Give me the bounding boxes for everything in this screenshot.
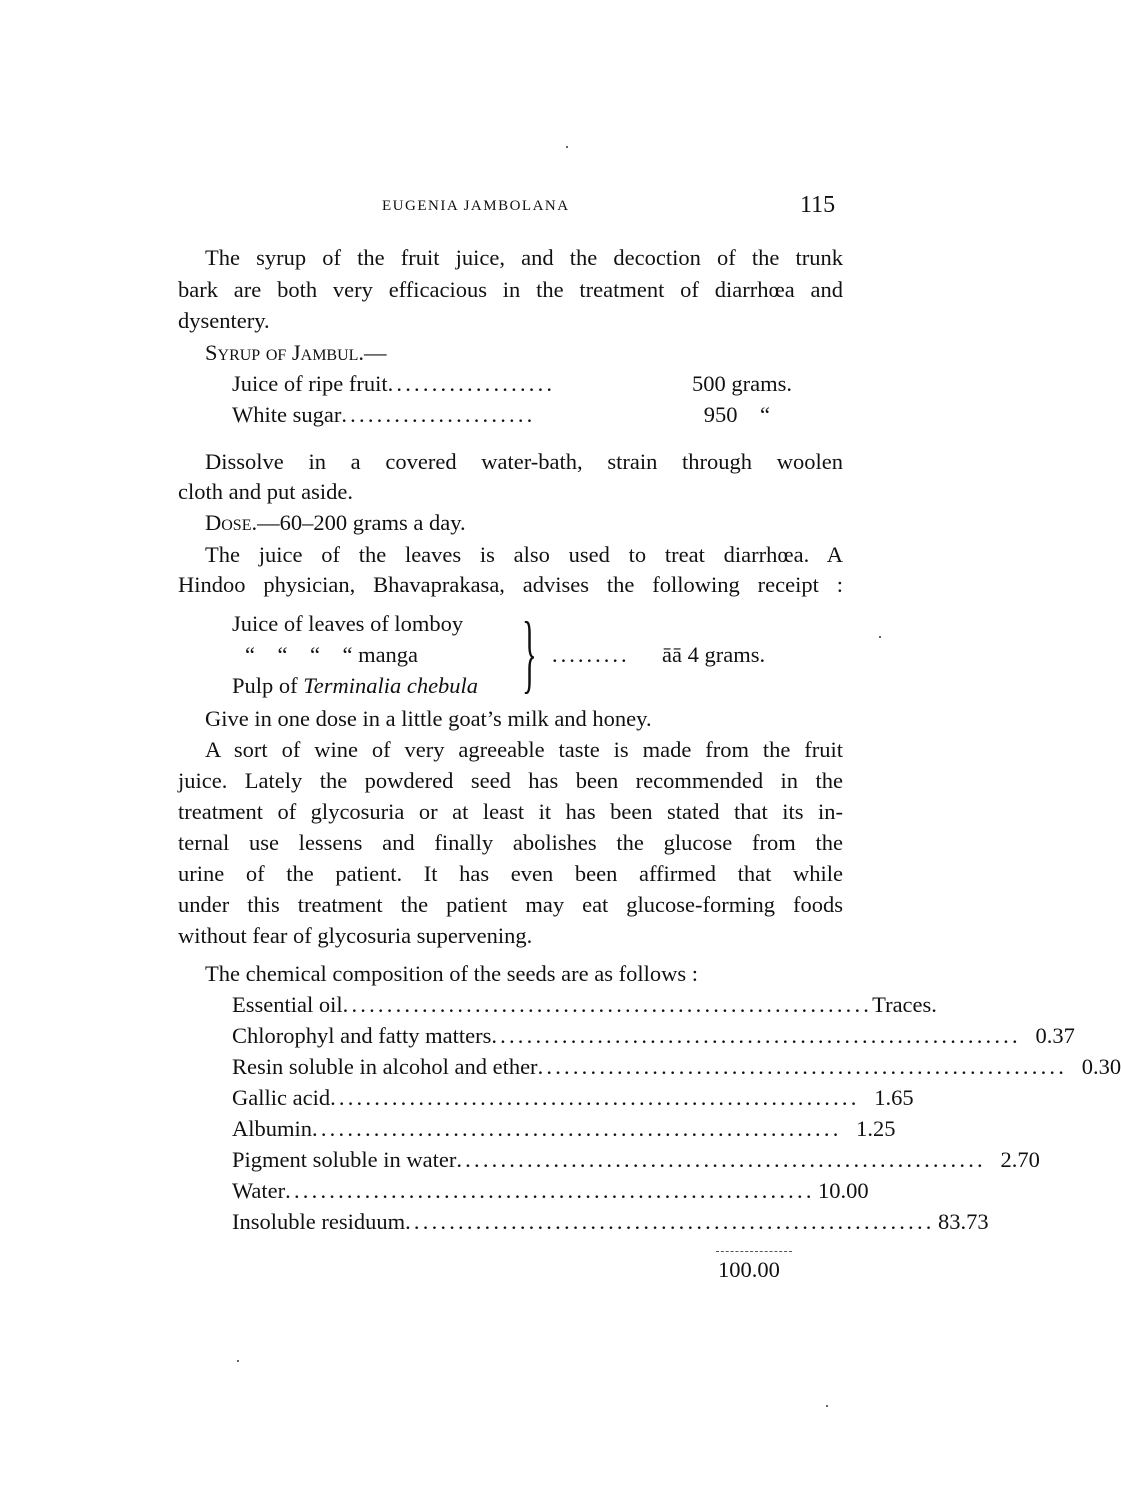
leader-dots: ............................................................ bbox=[456, 1147, 986, 1172]
composition-row bbox=[232, 1053, 1121, 1081]
component-name: Water bbox=[232, 1178, 286, 1203]
component-name: Pigment soluble in water bbox=[232, 1147, 457, 1172]
brace: } bbox=[522, 605, 537, 702]
leader-dots: ............................................................ bbox=[537, 1054, 1068, 1079]
speck bbox=[826, 1405, 828, 1407]
dose-line: Dose.—60–200 grams a day. bbox=[205, 510, 466, 535]
composition-row bbox=[232, 1084, 914, 1112]
component-name: Chlorophyl and fatty matters bbox=[232, 1023, 492, 1048]
recipe-row: White sugar ...................... 950 “ bbox=[232, 402, 770, 427]
component-value: 83.73 bbox=[937, 1209, 989, 1234]
sum-rule bbox=[716, 1251, 792, 1252]
paragraph-6: The chemical composition of the seeds are as follows : bbox=[205, 961, 698, 986]
composition-row bbox=[232, 1208, 989, 1236]
component-value: 0.37 bbox=[1035, 1023, 1075, 1048]
leader-dots: ............................................................ bbox=[285, 1178, 815, 1203]
component-value: 1.25 bbox=[856, 1116, 896, 1141]
speck bbox=[237, 1360, 239, 1362]
speck bbox=[879, 636, 881, 638]
component-value: 0.30 bbox=[1081, 1054, 1121, 1079]
page-number: 115 bbox=[800, 192, 836, 218]
component-name: Gallic acid bbox=[232, 1085, 331, 1110]
component-name: Resin soluble in alcohol and ether bbox=[232, 1054, 538, 1079]
composition-row bbox=[232, 991, 937, 1019]
composition-row bbox=[232, 1177, 869, 1205]
component-value: Traces. bbox=[872, 992, 937, 1017]
leader-dots: ............................................................ bbox=[330, 1085, 860, 1110]
leader-dots: ............................................................ bbox=[312, 1116, 842, 1141]
leader-dots: ............................................................ bbox=[491, 1023, 1021, 1048]
composition-row bbox=[232, 1115, 896, 1143]
speck bbox=[566, 146, 568, 148]
component-value: 1.65 bbox=[874, 1085, 914, 1110]
component-value: 2.70 bbox=[1000, 1147, 1040, 1172]
composition-total: 100.00 bbox=[718, 1257, 780, 1282]
composition-row bbox=[232, 1146, 1040, 1174]
syrup-heading: Syrup of Jambul.— bbox=[205, 340, 387, 365]
component-name: Insoluble residuum bbox=[232, 1209, 406, 1234]
component-name: Albumin bbox=[232, 1116, 313, 1141]
composition-row bbox=[232, 1022, 1075, 1050]
leader-dots: ............................................................ bbox=[342, 992, 873, 1017]
component-value: 10.00 bbox=[818, 1178, 869, 1203]
component-name: Essential oil bbox=[232, 992, 343, 1017]
paragraph-4: Give in one dose in a little goat’s milk and honey. bbox=[205, 706, 652, 731]
leader-dots: ............................................................ bbox=[405, 1209, 935, 1234]
running-title: EUGENIA JAMBOLANA bbox=[382, 198, 570, 214]
recipe-row: Juice of ripe fruit ................... 500 grams. bbox=[232, 371, 792, 396]
